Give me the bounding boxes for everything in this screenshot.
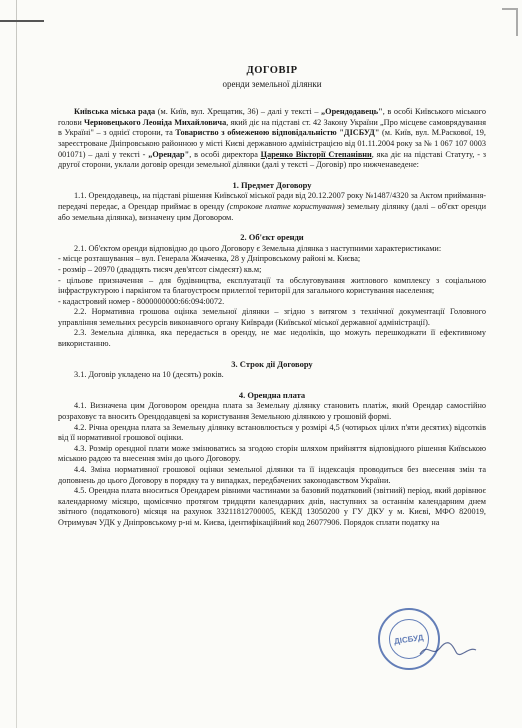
clause-text-italic: (строкове платне користування)	[226, 201, 345, 211]
clause-1-1	[58, 191, 486, 223]
clause-4-4: 4.4. Зміна нормативної грошової оцінки земельної ділянки та її індексація проводиться без внесення змін та доповнень до цього Договору в порядку та у випадках, передбачених законодавством України.	[58, 465, 486, 485]
clause-4-2: 4.2. Річна орендна плата за Земельну ділянку встановлюється у розмірі 4,5 (чотирьох цілих п'яти десятих) відсотків від її нормативної грошової оцінки.	[58, 422, 486, 443]
scan-mark	[0, 20, 44, 22]
representative-name: Царенко Вікторії Степанівни	[260, 149, 372, 159]
section-heading: 3. Строк дії Договору	[231, 358, 313, 369]
clause-4-3: 4.3. Розмір орендної плати може змінюватись за згодою сторін шляхом прийняття відповідного рішення Київською міською радою та внесення змін до цього Договору.	[58, 443, 486, 464]
clause-2-2: 2.2. Нормативна грошова оцінка земельної ділянки – згідно з витягом з технічної документації Головного управління земельних ресурсів виконавчого органу Київради (Київської міської державної адміністрації).	[58, 307, 486, 327]
party-name: Київська міська рада	[74, 107, 156, 117]
preamble-text: , яка діє на підставі Статуту, - з другої сторони, уклали договір оренди земельної ділянки (далі у тексті – Договір) про нижченаведене:	[58, 149, 486, 170]
clause-4-5: 4.5. Орендна плата вноситься Орендарем рівними частинами за базовий податковий (звітний) період, який дорівнює календарному місяцю, щомісячно протягом тридцяти календарних днів, наступних за останнім календарним днем звітного (податкового) місяця на рахунок 33211812700005, КЕКД 13050200 у ГУ ДКУ у м. Києві, МФО 820019, Отримувач УДК у Дніпровському р-ні м. Києва, ідентифікаційний код 26077906. Порядок сплати податку на	[58, 486, 486, 527]
document-subtitle: оренди земельної ділянки	[222, 78, 322, 89]
party-name: Товариство з обмеженою відповідальністю "ДІСБУД"	[175, 128, 380, 138]
section-heading: 4. Орендна плата	[238, 389, 306, 400]
representative-name: Черновецького Леоніда Михайловича	[83, 117, 227, 127]
clause-text: земельну ділянку (далі – об'єкт оренди або земельна ділянка), визначену цим Договором.	[58, 201, 487, 222]
list-item: - розмір – 20970 (двадцять тисяч дев'ятсот сімдесят) кв.м;	[58, 264, 262, 274]
preamble-paragraph	[58, 107, 486, 171]
clause-3-1: 3.1. Договір укладено на 10 (десять) років.	[74, 370, 224, 380]
section-heading: 1. Предмет Договору	[232, 179, 312, 190]
clause-4-1: 4.1. Визначена цим Договором орендна плата за Земельну ділянку становить платіж, який Орендар самостійно розраховує та вносить Орендодавцеві за користування Земельною ділянкою у грошовій формі.	[58, 401, 486, 422]
scan-corner-mark	[502, 8, 518, 36]
document-title: ДОГОВІР	[246, 65, 298, 76]
party-role: „Орендар"	[148, 149, 190, 159]
clause-text: 1.1. Орендодавець, на підставі рішення Київської міської ради від 20.12.2007 року №1487/4320 за Актом приймання-передачі передає, а Орендар приймає в оренду	[58, 191, 486, 211]
list-item: - кадастровий номер - 8000000000:66:094:0072.	[58, 296, 225, 306]
clause-2-3: 2.3. Земельна ділянка, яка передається в оренду, не має недоліків, що можуть перешкоджати її ефективному використанню.	[58, 328, 486, 349]
company-stamp	[378, 608, 440, 670]
preamble-text: (м. Київ, вул. М.Раскової, 19, зареєстроване Дніпровською районною у місті Києві державною адміністрацією від 01.11.2004 року за № 1 067 107 0003 001071) – далі у тексті -	[58, 128, 486, 159]
scan-edge	[16, 0, 17, 728]
document-body	[58, 66, 486, 529]
preamble-text: (м. Київ, вул. Хрещатик, 36) – далі у тексті –	[155, 107, 322, 117]
section-heading: 2. Об'єкт оренди	[240, 232, 304, 243]
clause-2-1: 2.1. Об'єктом оренди відповідно до цього Договору є Земельна ділянка з наступними характеристиками:	[74, 243, 442, 253]
stamp-label: ДІСБУД	[393, 632, 425, 646]
party-role: „Орендодавець"	[321, 107, 383, 117]
preamble-text: , в особі директора	[189, 149, 261, 159]
list-item: - місце розташування – вул. Генерала Жмаченка, 28 у Дніпровському районі м. Києва;	[58, 254, 361, 264]
signature-icon	[418, 640, 478, 658]
preamble-text: , в особі Київського міського голови	[58, 107, 486, 127]
preamble-text: , який діє на підставі ст. 42 Закону України „Про місцеве самоврядування в Україні" – з однієї сторони, та	[58, 117, 487, 138]
list-item: - цільове призначення – для будівництва, експлуатації та обслуговування житлового комплексу з соціальною інфраструктурою і паркінгом та благоустроєм прилеглої території для загального користування населення;	[58, 275, 486, 296]
